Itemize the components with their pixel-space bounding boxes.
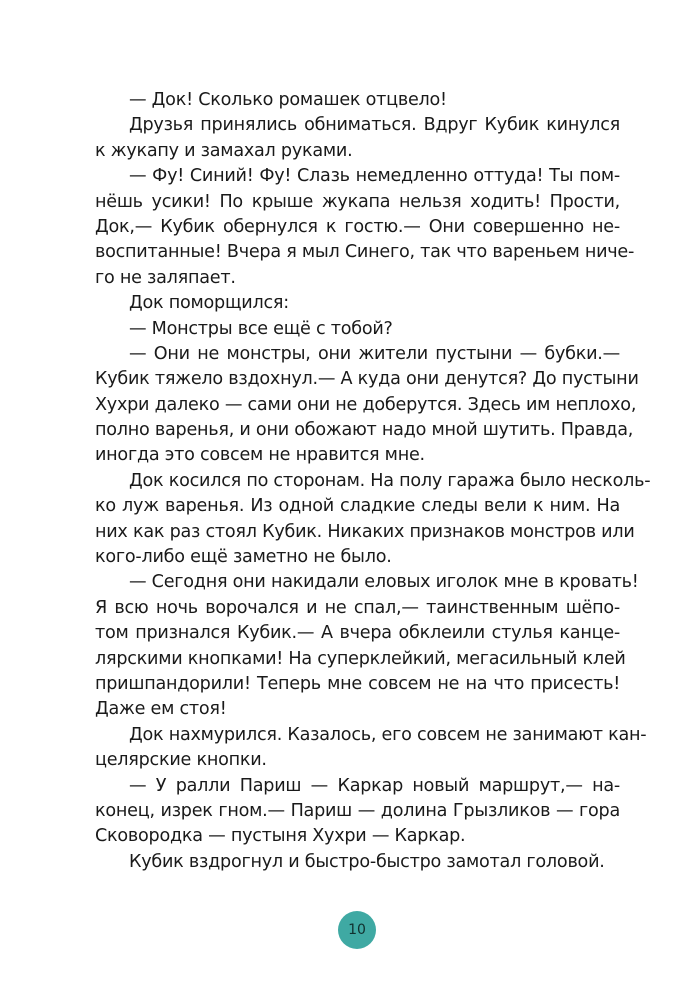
paragraph-line: Док,— Кубик обернулся к гостю.— Они совершенно не- (95, 216, 620, 237)
page-number-badge: 10 (338, 911, 376, 949)
paragraph-line: Док нахмурился. Казалось, его совсем не занимают кан- (129, 724, 647, 745)
paragraph-line: воспитанные! Вчера я мыл Синего, так что вареньем ниче- (95, 242, 635, 263)
paragraph-line: пришпандорили! Теперь мне совсем не на что присесть! (95, 673, 620, 694)
paragraph-line: — Док! Сколько ромашек отцвело! (129, 90, 447, 110)
paragraph-line: к жукапу и замахал руками. (95, 140, 353, 161)
paragraph-line: го не заляпает. (95, 267, 236, 288)
page-text (95, 88, 651, 875)
paragraph-line: — Фу! Синий! Фу! Слазь немедленно оттуда! Ты пом- (129, 166, 620, 187)
paragraph-line: Кубик вздрогнул и быстро-быстро замотал головой. (129, 851, 605, 872)
paragraph-line: полно варенья, и они обожают надо мной шутить. Правда, (95, 420, 634, 441)
paragraph-line: — Сегодня они накидали еловых иголок мне в кровать! (129, 572, 639, 593)
paragraph-line: Кубик тяжело вздохнул.— А куда они денутся? До пустыни (95, 369, 639, 390)
paragraph-line: Док косился по сторонам. На полу гаража было несколь- (129, 470, 651, 491)
paragraph-line: кого-либо ещё заметно не было. (95, 547, 392, 568)
paragraph-line: лярскими кнопками! На суперклейкий, мегасильный клей (95, 648, 626, 669)
paragraph-line: — Монстры все ещё с тобой? (129, 318, 393, 339)
paragraph-line: Док поморщился: (129, 293, 289, 314)
paragraph-line: Хухри далеко — сами они не доберутся. Здесь им неплохо, (95, 394, 637, 415)
paragraph-line: — У ралли Париш — Каркар новый маршрут,— на- (129, 775, 620, 796)
paragraph-line: нёшь усики! По крыше жукапа нельзя ходить! Прости, (95, 191, 620, 212)
paragraph-line: Сковородка — пустыня Хухри — Каркар. (95, 826, 466, 847)
paragraph-line: Даже ем стоя! (95, 699, 227, 720)
paragraph-line: иногда это совсем не нравится мне. (95, 445, 425, 466)
paragraph-line: конец, изрек гном.— Париш — долина Грызликов — гора (95, 800, 620, 821)
paragraph-line: целярские кнопки. (95, 750, 267, 771)
paragraph-line: ко луж варенья. Из одной сладкие следы вели к ним. На (95, 496, 620, 517)
paragraph-line: — Они не монстры, они жители пустыни — бубки.— (129, 343, 620, 364)
paragraph-line: них как раз стоял Кубик. Никаких признаков монстров или (95, 521, 635, 542)
paragraph-line: Я всю ночь ворочался и не спал,— таинственным шёпо- (95, 597, 620, 618)
paragraph-line: Друзья принялись обниматься. Вдруг Кубик кинулся (129, 115, 620, 136)
paragraph-line: том признался Кубик.— А вчера обклеили стулья канце- (95, 623, 620, 644)
